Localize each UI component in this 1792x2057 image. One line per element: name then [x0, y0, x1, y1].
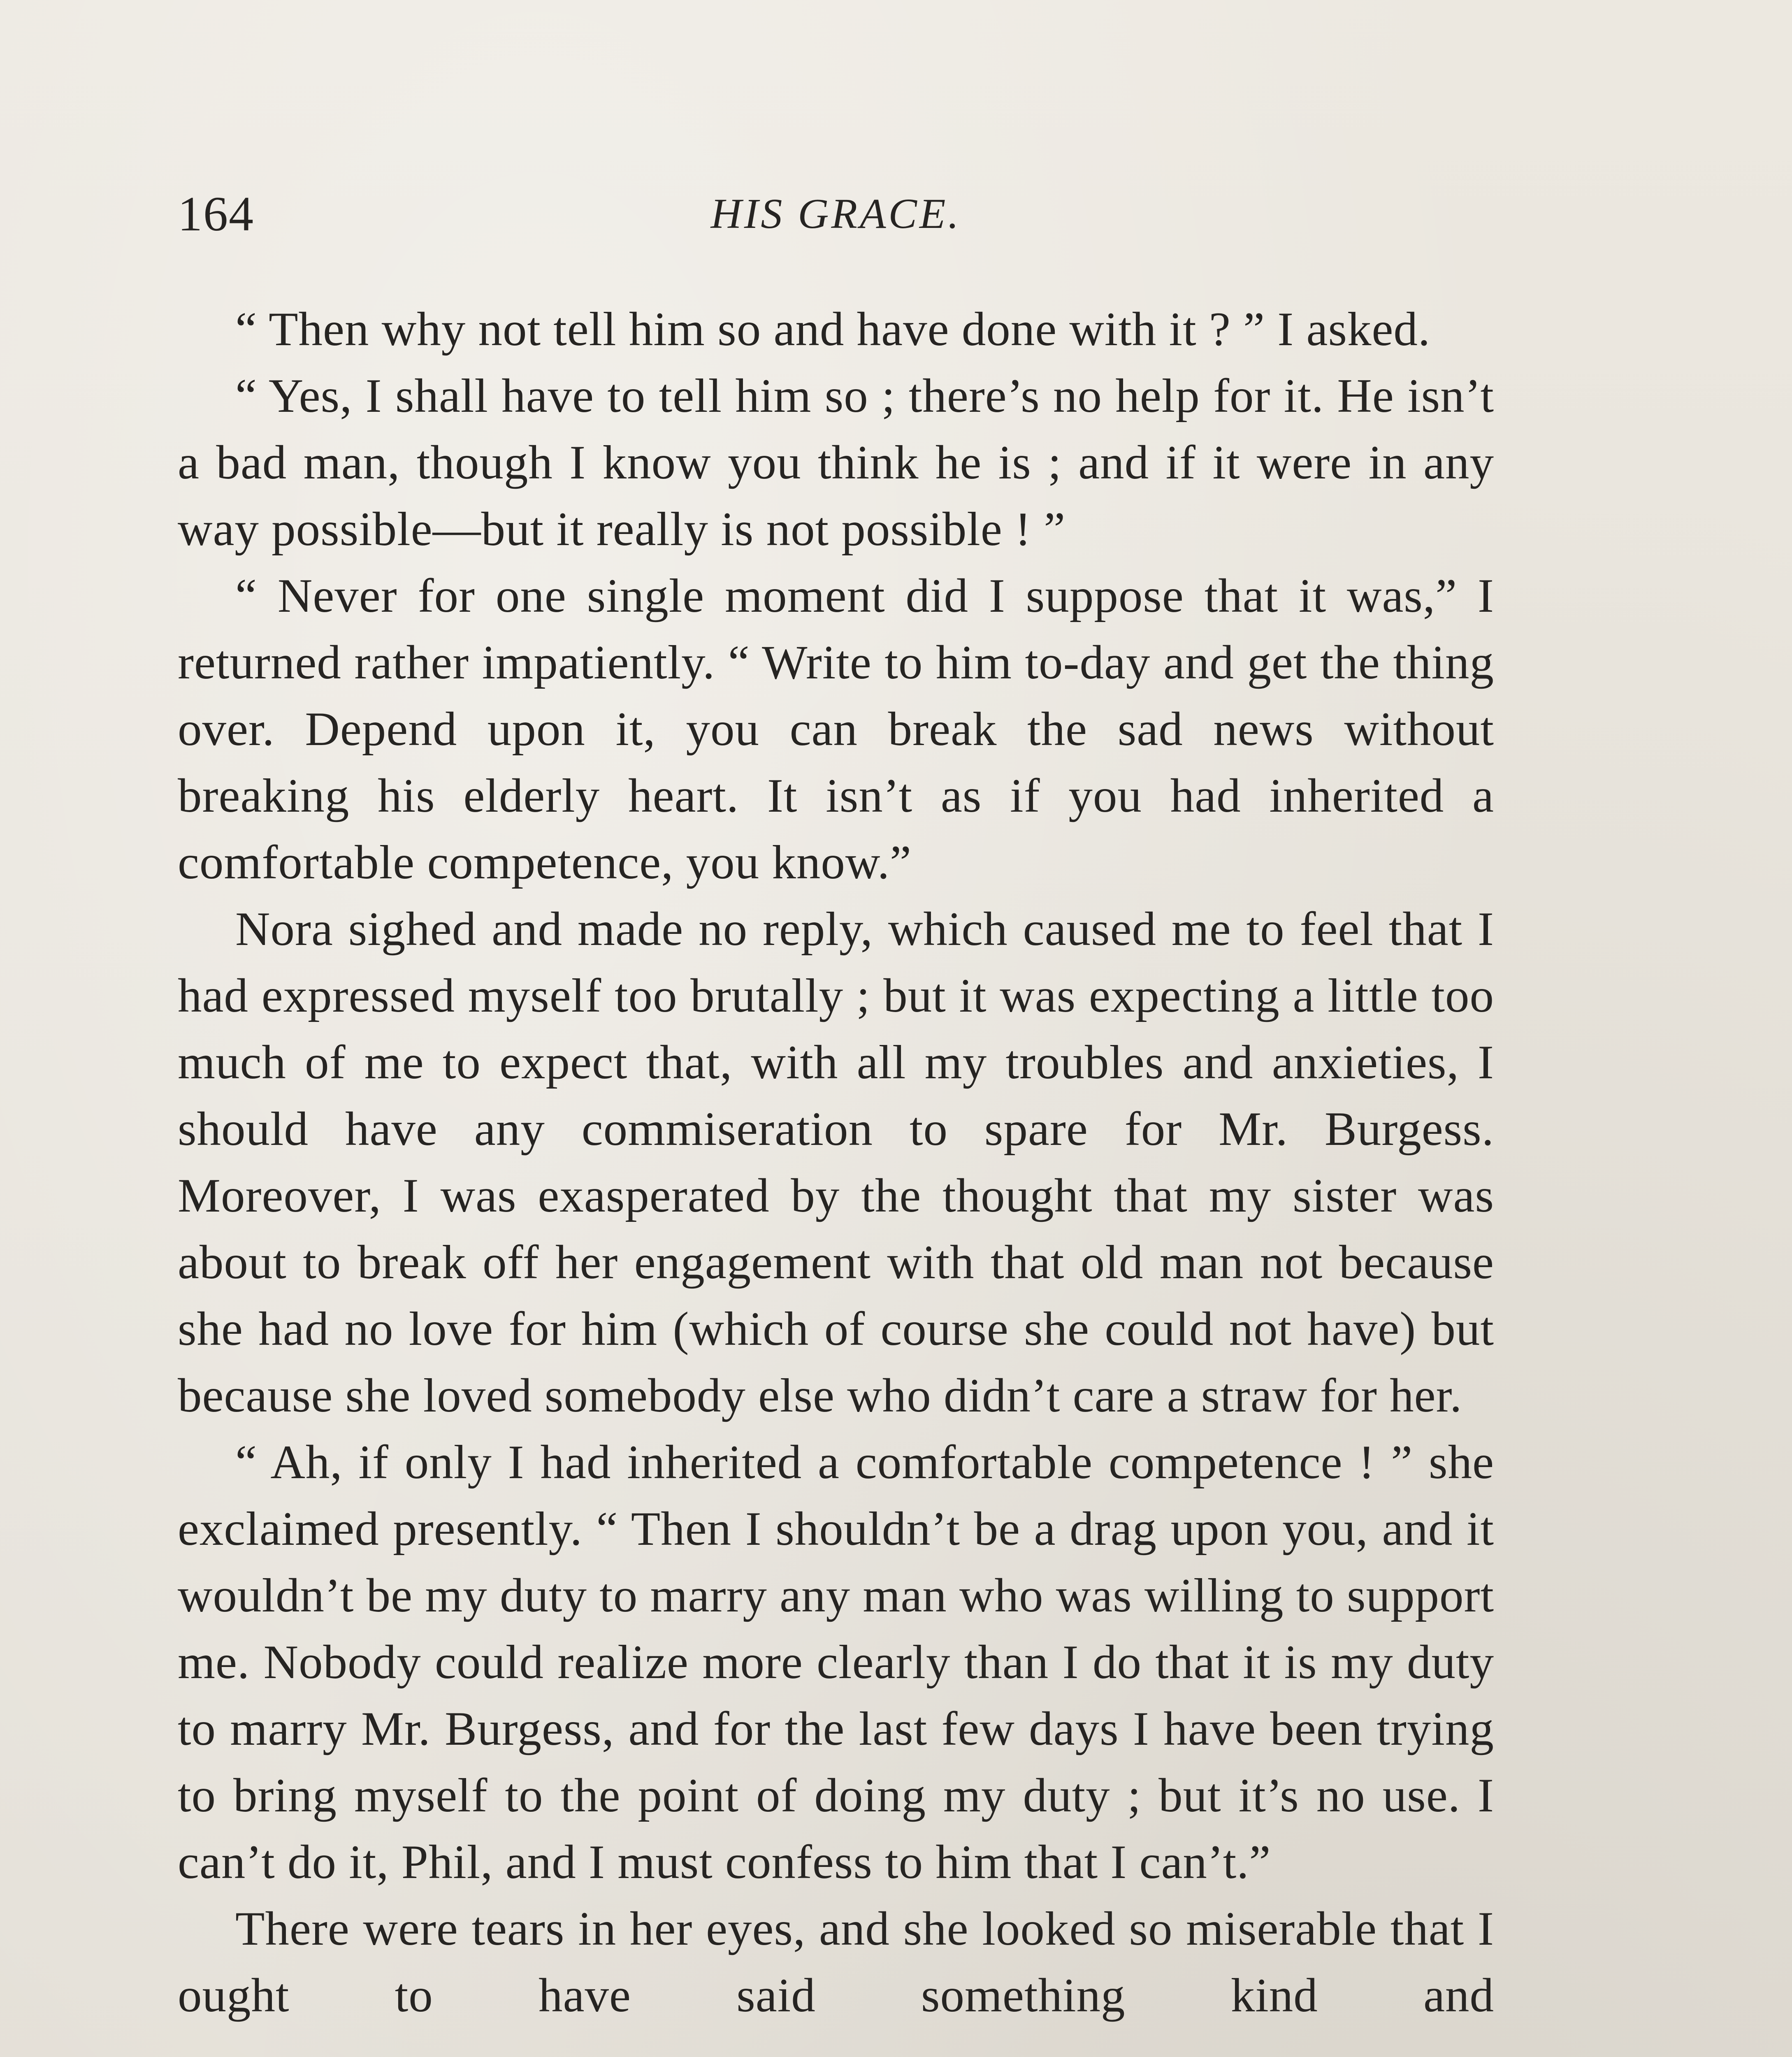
- paragraph-5: “ Ah, if only I had inherited a comfortable competence ! ” she exclaimed presently. “ Then I shouldn’t be a drag upon you, and it wouldn’t be my duty to marry any man who was willing to support me. Nobody could realize more clearly than I do that it is my duty to marry Mr. Burgess, and for the last few days I have been trying to bring myself to the point of doing my duty ; but it’s no use. I can’t do it, Phil, and I must confess to him that I can’t.”: [178, 1436, 1495, 1889]
- paragraph-6: There were tears in her eyes, and she looked so miserable that I ought to have said something kind and: [178, 1902, 1494, 2022]
- paragraph-3: “ Never for one single moment did I suppose that it was,” I returned rather impatiently. “ Write to him to-day and get the thing over. Depend upon it, you can break the sad news without breaking his elderly heart. It isn’t as if you had inherited a comfortable competence, you know.”: [178, 569, 1494, 889]
- paragraph-2: “ Yes, I shall have to tell him so ; there’s no help for it. He isn’t a bad man, though I know you think he is ; and if it were in any way possible—but it really is not possible ! ”: [178, 369, 1494, 556]
- running-title: HIS GRACE.: [710, 190, 961, 237]
- paragraph-4: Nora sighed and made no reply, which caused me to feel that I had expressed myself too brutally ; but it was expecting a little too much of me to expect that, with all my troubles and anxieties, I should have any commiseration to spare for Mr. Burgess. Moreover, I was exasperated by the thought that my sister was about to break off her engagement with that old man not because she had no love for him (which of course she could not have) but because she loved somebody else who didn’t care a straw for her.: [178, 903, 1494, 1422]
- body-text: [178, 296, 1494, 2029]
- running-head: [178, 177, 1494, 251]
- page-number: 164: [178, 186, 254, 241]
- paragraph-1: “ Then why not tell him so and have done with it ? ” I asked.: [235, 303, 1431, 356]
